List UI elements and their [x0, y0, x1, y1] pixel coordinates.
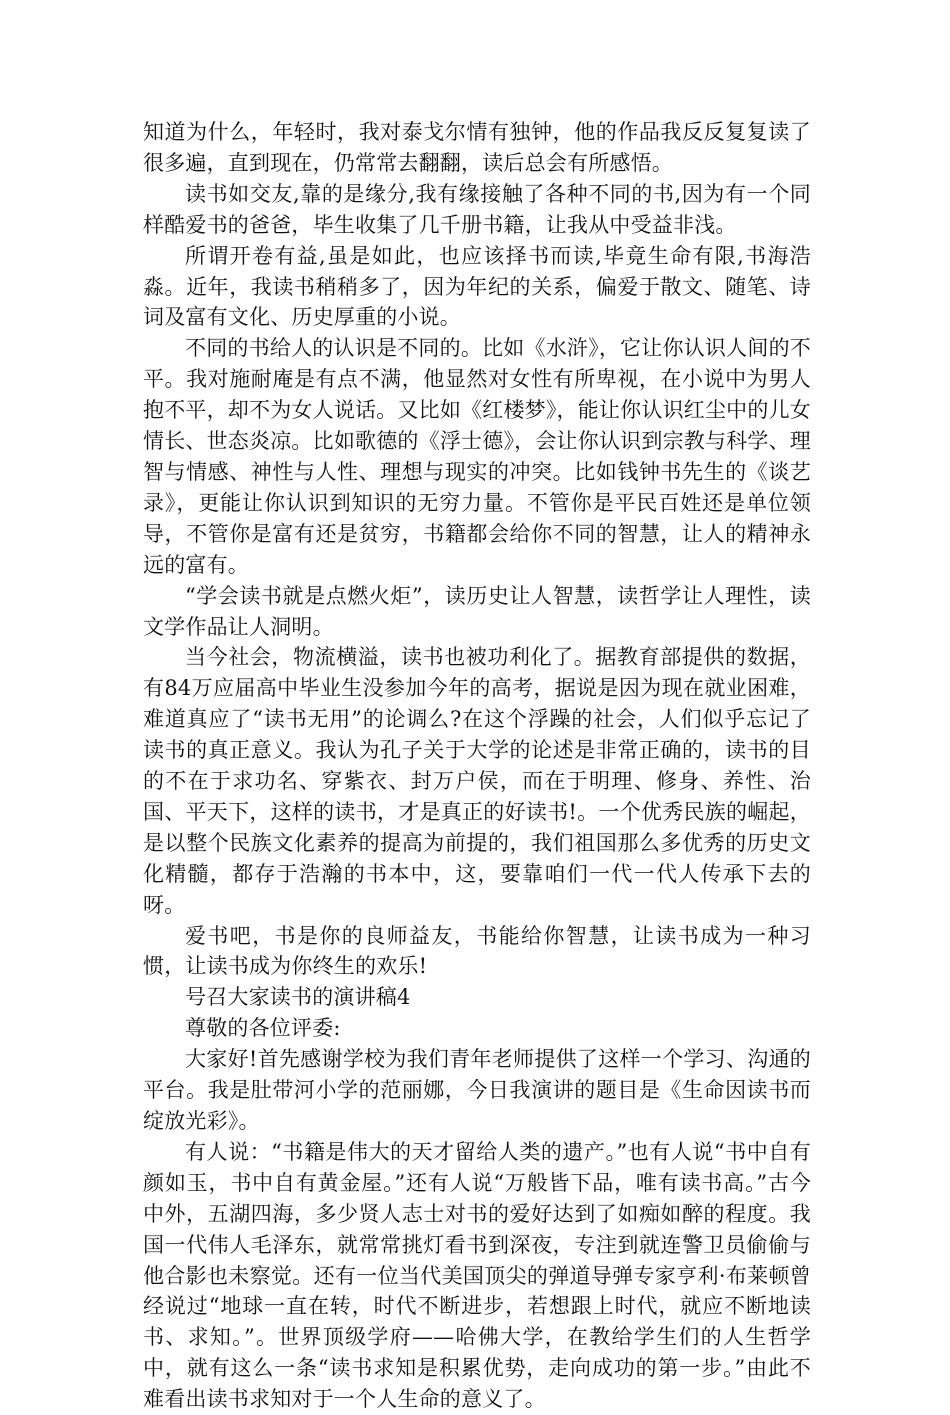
salutation: 尊敬的各位评委:: [185, 1016, 341, 1041]
paragraph-friends: 读书如交友,靠的是缘分,我有缘接触了各种不同的书,因为有一个同样酷爱书的爸爸，毕生收集了几千册书籍，让我从中受益非浅。: [143, 181, 811, 237]
paragraph-greeting: 大家好!首先感谢学校为我们青年老师提供了这样一个学习、沟通的平台。我是肚带河小学的范丽娜，今日我演讲的题目是《生命因读书而绽放光彩》。: [143, 1047, 811, 1133]
document-body: [143, 117, 811, 1415]
paragraph-society: 当今社会，物流横溢，读书也被功利化了。据教育部提供的数据，有84万应届高中毕业生没参加今年的高考，据说是因为现在就业困难，难道真应了“读书无用”的论调么?在这个浮躁的社会，人们似乎忘记了读书的真正意义。我认为孔子关于大学的论述是非常正确的，读书的目的不在于求功名、穿紫衣、封万户侯，而在于明理、修身、养性、治国、平天下，这样的读书，才是真正的好读书!。一个优秀民族的崛起，是以整个民族文化素养的提高为前提的，我们祖国那么多优秀的历史文化精髓，都存于浩瀚的书本中，这，要靠咱们一代一代人传承下去的呀。: [143, 645, 811, 917]
paragraph-love-books: 爱书吧，书是你的良师益友，书能给你智慧，让读书成为一种习惯，让读书成为你终生的欢乐!: [143, 923, 811, 979]
paragraph-different-books: 不同的书给人的认识是不同的。比如《水浒》，它让你认识人间的不平。我对施耐庵是有点不满，他显然对女性有所卑视，在小说中为男人抱不平，却不为女人说话。又比如《红楼梦》，能让你认识红尘中的儿女情长、世态炎凉。比如歌德的《浮士德》，会让你认识到宗教与科学、理智与情感、神性与人性、理想与现实的冲突。比如钱钟书先生的《谈艺录》，更能让你认识到知识的无穷力量。不管你是平民百姓还是单位领导，不管你是富有还是贫穷，书籍都会给你不同的智慧，让人的精神永远的富有。: [143, 336, 811, 577]
paragraph-torch-quote: “学会读书就是点燃火炬”，读历史让人智慧，读哲学让人理性，读文学作品让人洞明。: [143, 583, 811, 639]
paragraph-quotes: 有人说：“书籍是伟大的天才留给人类的遗产。”也有人说“书中自有颜如玉，书中自有黄金屋。”还有人说“万般皆下品，唯有读书高。”古今中外，五湖四海，多少贤人志士对书的爱好达到了如痴如醉的程度。我国一代伟人毛泽东，就常常挑灯看书到深夜，专注到就连警卫员偷偷与他合影也未察觉。还有一位当代美国顶尖的弹道导弹专家亨利·布莱顿曾经说过“地球一直在转，时代不断进步，若想跟上时代，就应不断地读书、求知。”。世界顶级学府——哈佛大学，在教给学生们的人生哲学中，就有这么一条“读书求知是积累优势，走向成功的第一步。”由此不难看出读书求知对于一个人生命的意义了。: [143, 1139, 811, 1412]
paragraph-tagore: 知道为什么，年轻时，我对泰戈尔情有独钟，他的作品我反反复复读了很多遍，直到现在，仍常常去翻翻，读后总会有所感悟。: [143, 120, 811, 175]
paragraph-choose-books: 所谓开卷有益,虽是如此，也应该择书而读,毕竟生命有限,书海浩淼。近年，我读书稍稍多了，因为年纪的关系，偏爱于散文、随笔、诗词及富有文化、历史厚重的小说。: [143, 243, 811, 330]
speech-title: 号召大家读书的演讲稿4: [185, 985, 411, 1010]
